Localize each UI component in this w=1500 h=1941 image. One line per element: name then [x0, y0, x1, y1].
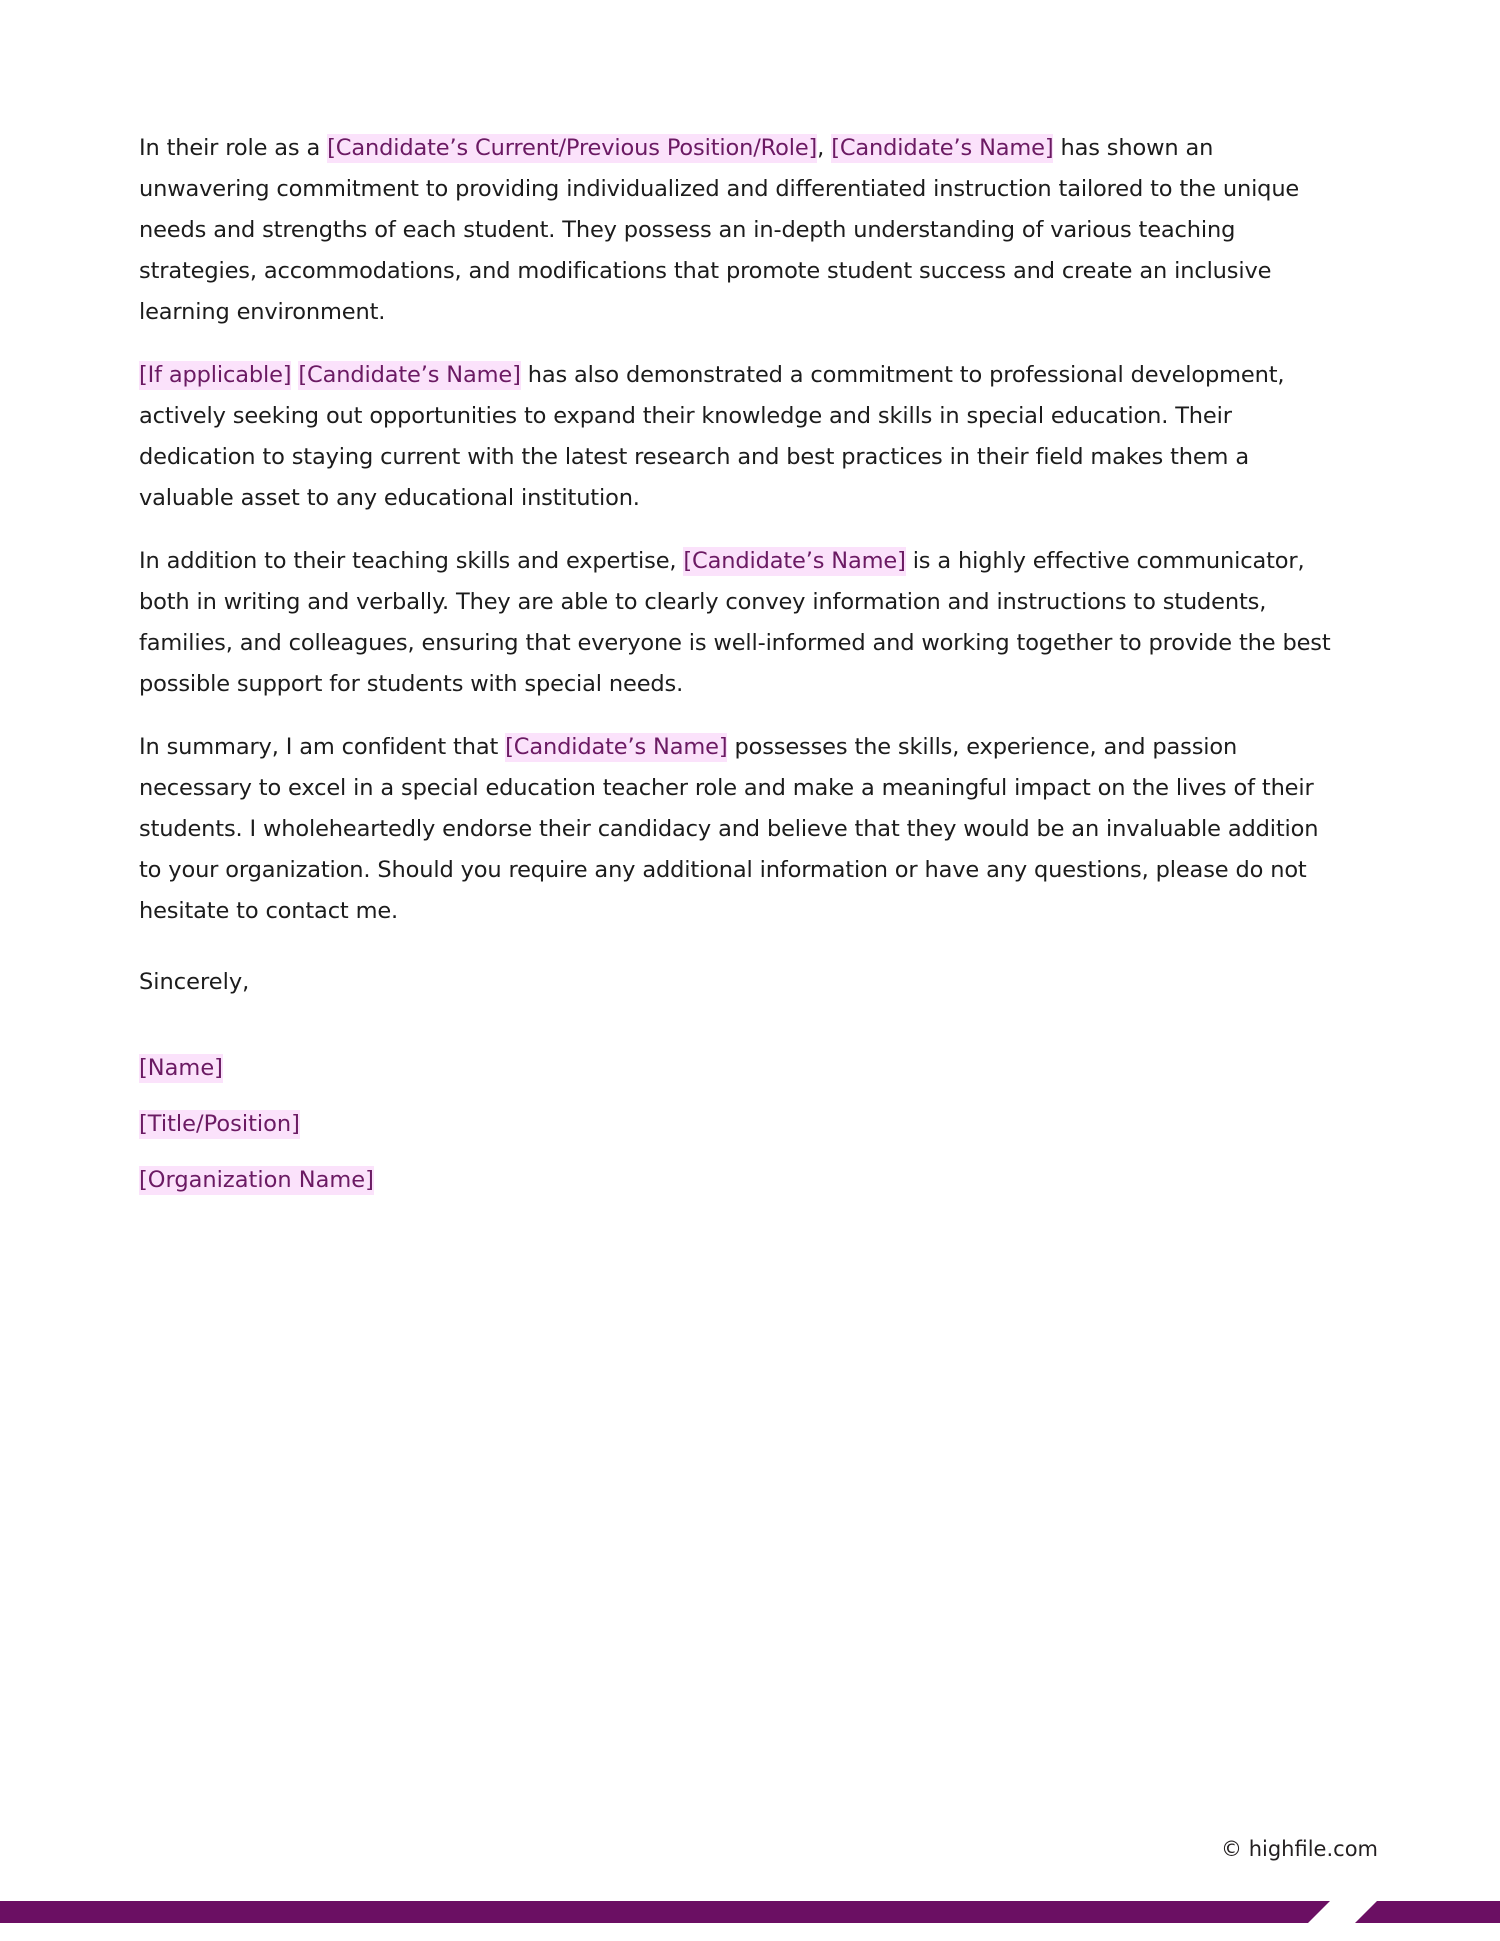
- letter-body: [139, 128, 1334, 1197]
- text-run: is a highly effective communicator, both in writing and verbally. They are able to clearly convey information and instructions to students, families, and colleagues, ensuring that everyone is well-informed and working together to provide the best possible support for students with special needs.: [139, 548, 1331, 697]
- signature-organization-line: [139, 1163, 1334, 1197]
- text-run: ,: [817, 135, 832, 161]
- bottom-decorative-bar: [0, 1901, 1500, 1923]
- signature-block: [139, 1051, 1334, 1197]
- placeholder-if-applicable: [If applicable]: [139, 362, 292, 388]
- placeholder-name: [Name]: [139, 1055, 223, 1081]
- text-run: In summary, I am confident that: [139, 734, 506, 760]
- text-run: In their role as a: [139, 135, 328, 161]
- placeholder-candidate-name: [Candidate’s Name]: [505, 734, 728, 760]
- placeholder-candidate-name: [Candidate’s Name]: [831, 135, 1054, 161]
- bar-accent-segment: [1355, 1901, 1500, 1923]
- body-paragraph-4: [139, 727, 1334, 932]
- bar-main-segment: [0, 1901, 1330, 1923]
- placeholder-organization-name: [Organization Name]: [139, 1167, 374, 1193]
- placeholder-title-position: [Title/Position]: [139, 1111, 300, 1137]
- text-run: In addition to their teaching skills and expertise,: [139, 548, 684, 574]
- signature-title-line: [139, 1107, 1334, 1141]
- closing-salutation: Sincerely,: [139, 969, 250, 995]
- placeholder-candidate-name: [Candidate’s Name]: [683, 548, 906, 574]
- text-run: has also demonstrated a commitment to professional development, actively seeking out opportunities to expand their knowledge and skills in special education. Their dedication to staying current with the latest research and best practices in their field makes them a valuable asset to any educational institution.: [139, 362, 1285, 511]
- footer-credit: © highfile.com: [1221, 1837, 1378, 1861]
- signature-name-line: [139, 1051, 1334, 1085]
- text-run: possesses the skills, experience, and passion necessary to excel in a special education teacher role and make a meaningful impact on the lives of their students. I wholeheartedly endorse their candidacy and believe that they would be an invaluable addition to your organization. Should you require any additional information or have any questions, please do not hesitate to contact me.: [139, 734, 1319, 924]
- body-paragraph-1: [139, 128, 1334, 333]
- body-paragraph-3: [139, 541, 1334, 705]
- placeholder-candidate-name: [Candidate’s Name]: [298, 362, 521, 388]
- placeholder-candidate-position: [Candidate’s Current/Previous Position/Role]: [327, 135, 818, 161]
- body-paragraph-2: [139, 355, 1334, 519]
- text-run: has shown an unwavering commitment to providing individualized and differentiated instruction tailored to the unique needs and strengths of each student. They possess an in-depth understanding of various teaching strategies, accommodations, and modifications that promote student success and create an inclusive learning environment.: [139, 135, 1300, 325]
